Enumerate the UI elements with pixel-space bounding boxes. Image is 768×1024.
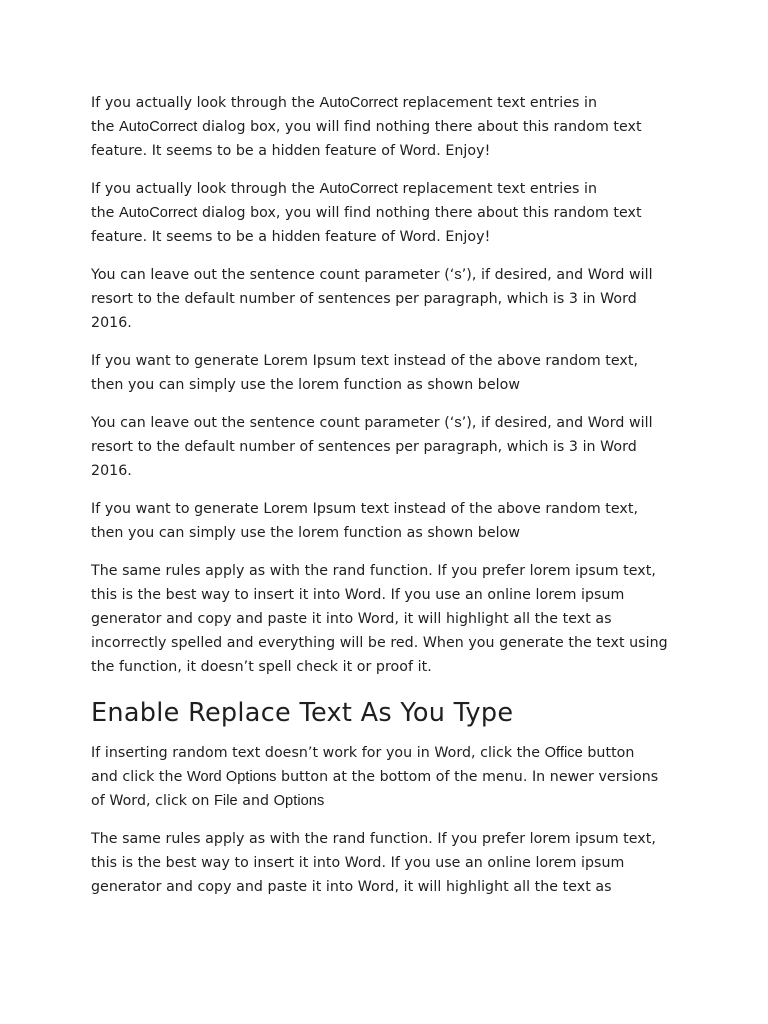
paragraph-text: generator and copy and paste it into Word, it will highlight all the text as <box>91 611 612 627</box>
paragraph-text: replacement text entries in <box>397 181 598 197</box>
paragraph-text: the function, it doesn’t spell check it or proof it. <box>91 659 432 675</box>
paragraph-text: dialog box, you will find nothing there about this random text <box>197 205 642 221</box>
ui-term: Word Options <box>186 769 277 785</box>
paragraph-text: and click the <box>91 769 187 785</box>
paragraph <box>91 91 688 163</box>
ui-term: s <box>454 267 462 283</box>
paragraph-text: If inserting random text doesn’t work for you in Word, click the <box>91 745 545 761</box>
paragraph-text: button <box>582 745 635 761</box>
paragraph-text: feature. It seems to be a hidden feature of Word. Enjoy! <box>91 229 491 245</box>
paragraph-group-top <box>91 91 688 679</box>
ui-term: AutoCorrect <box>319 181 398 197</box>
ui-term: s <box>454 415 462 431</box>
paragraph-text: resort to the default number of sentences per paragraph, which is 3 in Word <box>91 439 637 455</box>
ui-term: AutoCorrect <box>319 95 398 111</box>
paragraph-text: The same rules apply as with the rand function. If you prefer lorem ipsum text, <box>91 831 656 847</box>
paragraph <box>91 263 688 335</box>
paragraph-text: resort to the default number of sentences per paragraph, which is 3 in Word <box>91 291 637 307</box>
paragraph <box>91 349 688 397</box>
section-heading: Enable Replace Text As You Type <box>91 698 514 728</box>
paragraph-text: If you want to generate Lorem Ipsum text instead of the above random text, <box>91 353 639 369</box>
paragraph-text: dialog box, you will find nothing there about this random text <box>197 119 642 135</box>
ui-term: Office <box>544 745 583 761</box>
paragraph-text: this is the best way to insert it into Word. If you use an online lorem ipsum <box>91 855 625 871</box>
paragraph-text: If you want to generate Lorem Ipsum text instead of the above random text, <box>91 501 639 517</box>
paragraph <box>91 559 688 679</box>
paragraph-text: 2016. <box>91 463 132 479</box>
paragraph-text: and <box>237 793 274 809</box>
paragraph-text: this is the best way to insert it into Word. If you use an online lorem ipsum <box>91 587 625 603</box>
paragraph-text: generator and copy and paste it into Word, it will highlight all the text as <box>91 879 612 895</box>
paragraph <box>91 827 688 899</box>
paragraph-text: button at the bottom of the menu. In newer versions <box>276 769 659 785</box>
paragraph-text: of Word, click on <box>91 793 214 809</box>
paragraph-text: You can leave out the sentence count parameter (‘ <box>91 415 455 431</box>
ui-term: AutoCorrect <box>119 119 198 135</box>
paragraph-text: If you actually look through the <box>91 95 320 111</box>
paragraph <box>91 411 688 483</box>
paragraph-text: then you can simply use the lorem function as shown below <box>91 525 521 541</box>
ui-term: Options <box>273 793 325 809</box>
paragraph <box>91 741 688 813</box>
paragraph-text: then you can simply use the lorem function as shown below <box>91 377 521 393</box>
paragraph-text: If you actually look through the <box>91 181 320 197</box>
paragraph-text: The same rules apply as with the rand function. If you prefer lorem ipsum text, <box>91 563 656 579</box>
ui-term: File <box>213 793 238 809</box>
paragraph-group-bottom <box>91 741 688 899</box>
ui-term: AutoCorrect <box>119 205 198 221</box>
paragraph-text: ’), if desired, and Word will <box>461 415 653 431</box>
paragraph-text: You can leave out the sentence count parameter (‘ <box>91 267 455 283</box>
paragraph-text: ’), if desired, and Word will <box>461 267 653 283</box>
paragraph-text: the <box>91 119 119 135</box>
paragraph-text: incorrectly spelled and everything will be red. When you generate the text using <box>91 635 668 651</box>
paragraph-text: feature. It seems to be a hidden feature of Word. Enjoy! <box>91 143 491 159</box>
paragraph <box>91 177 688 249</box>
paragraph <box>91 497 688 545</box>
paragraph-text: replacement text entries in <box>397 95 598 111</box>
paragraph-text: the <box>91 205 119 221</box>
paragraph-text: 2016. <box>91 315 132 331</box>
